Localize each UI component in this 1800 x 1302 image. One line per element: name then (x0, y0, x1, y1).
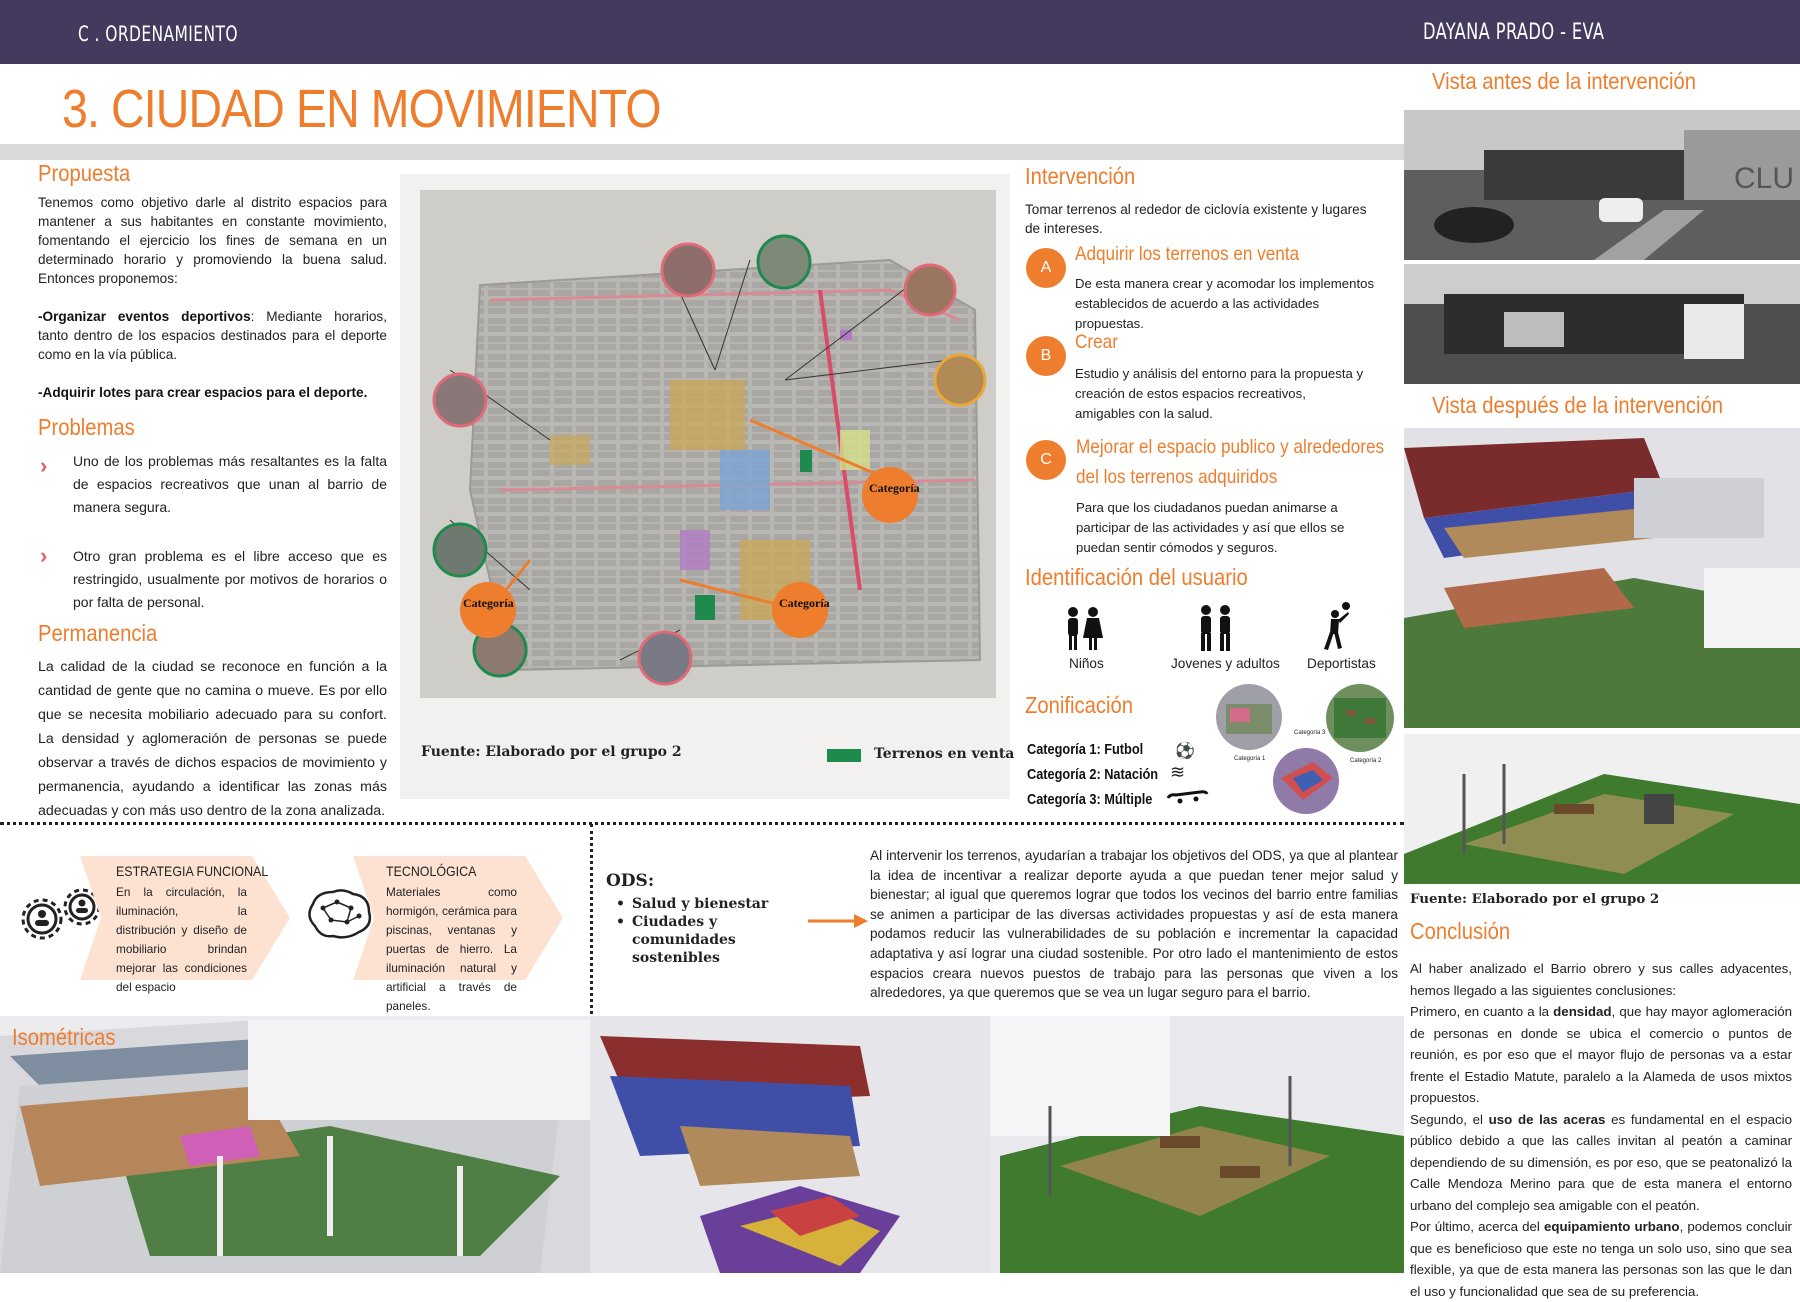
district-map (420, 190, 996, 698)
conclusion-p3 (1410, 1109, 1792, 1217)
ods-item: • Ciudades y comunidades sostenibles (616, 913, 806, 967)
zone-thumbnail (1216, 684, 1282, 750)
zone-thumbnail (1326, 684, 1394, 752)
section-divider (0, 822, 1404, 825)
step-c-title-line2: del los terrenos adquiridos (1076, 466, 1278, 488)
legend-swatch (827, 749, 861, 762)
arrow-right-icon (808, 912, 870, 935)
render-after-park (1404, 734, 1800, 884)
conclusion-p2-text: Primero, en cuanto a la (1410, 1004, 1554, 1019)
water-waves-icon: ≋ (1170, 762, 1184, 782)
intervencion-heading: Intervención (1025, 163, 1136, 189)
user-label: Deportistas (1307, 656, 1376, 671)
conclusion-p1: Al haber analizado el Barrio obrero y sus calles adyacentes, hemos llegado a las siguientes conclusiones: (1410, 961, 1792, 998)
ods-item: • Salud y bienestar (616, 895, 806, 913)
street-photo-before (1404, 110, 1800, 260)
propuesta-heading: Propuesta (38, 160, 131, 186)
legend-label: Terrenos en venta (874, 746, 1015, 762)
chevron-right-icon: › (40, 453, 48, 478)
intervencion-text: Tomar terrenos al rededor de ciclovía existente y lugares de intereses. (1025, 202, 1367, 236)
step-a-text: De esta manera crear y acomodar los implementos establecidos de acuerdo a las actividades propuestas. (1075, 276, 1375, 331)
isometric-renders (0, 1016, 1404, 1273)
render-after-view (1404, 428, 1800, 728)
map-source: Fuente: Elaborado por el grupo 2 (421, 744, 682, 760)
step-c-title (1076, 432, 1384, 492)
category-label: Categoría 2: Natación (1027, 766, 1159, 783)
antes-heading: Vista antes de la intervención (1432, 68, 1697, 94)
strategy-funcional-text: En la circulación, la iluminación, la distribución y diseño de mobiliario brindan mejorar las condiciones del espacio (116, 885, 247, 994)
zone-thumb-label: Categoría 1 (1234, 756, 1266, 762)
skateboard-icon (1166, 788, 1208, 811)
conclusion-p4-text: , podemos concluir que es beneficioso que este no tenga un solo uso, sino que sea flexible, ya que de esta manera las personas son las que le dan el uso y funcionalidad que sea de su preferencia. (1410, 1219, 1792, 1299)
category-label: Categoría 3: Múltiple (1027, 791, 1153, 808)
adults-icon (1196, 604, 1236, 659)
step-c-badge: C (1026, 440, 1066, 480)
propuesta-intro: Tenemos como objetivo darle al distrito espacios para mantener a sus habitantes en constante movimiento, fomentando el ejercicio los fines de semana en un determinado horario y promoviendo la buena salud. Entonces proponemos: (38, 195, 387, 286)
chevron-right-icon: › (40, 543, 48, 568)
propuesta-item1-bold: -Organizar eventos deportivos (38, 309, 251, 324)
conclusion-p2 (1410, 1001, 1792, 1109)
step-c-title-line1: Mejorar el espacio publico y alrededores (1076, 436, 1385, 458)
propuesta-item2-bold: -Adquirir lotes para crear espacios para el deporte. (38, 385, 368, 400)
permanencia-text: La calidad de la ciudad se reconoce en función a la cantidad de gente que no camina o mueve. Es por ello que se necesita mobiliario adecuado para su confort. La densidad y aglomeración de personas se puede observar a través de dichos espacios de movimiento y permanencia, ayudando a identificar las zonas más adecuadas y con más uso dentro de la zona analizada. (38, 659, 387, 819)
athlete-icon (1318, 602, 1354, 657)
ods-text: Al intervenir los terrenos, ayudarían a trabajar los objetivos del ODS, ya que al plantear la idea de incentivar a realizar deporte ayuda a que puedan tener mejor salud y bienestar; al igual que queremos lograr que todos los vecinos del barrio entre familias se animen a participar de las diversas actividades propuestas y así de esta manera podamos reducir las vulnerabilidades de su población e incrementar la capacidad adaptativa y así lograr una ciudad sostenible. Por otro lado el mantenimiento de estos espacios creara nuevos puestos de trabajo para las personas que viven a los alrededores, ya que queremos que se vea un lugar seguro para el barrio. (870, 848, 1398, 1001)
problemas-heading: Problemas (38, 414, 135, 440)
district-map-graphic (420, 190, 996, 698)
problema-item: Otro gran problema es el libre acceso que es restringido, usualmente por motivos de horarios o por falta de personal. (73, 548, 387, 610)
author-label: DAYANA PRADO - EVA (1423, 20, 1605, 45)
title-underline-band (0, 144, 1404, 160)
user-label: Niños (1069, 656, 1104, 671)
step-a-badge: A (1026, 248, 1066, 288)
ods-label: ODS: (606, 871, 655, 891)
children-icon (1058, 604, 1108, 659)
conclusion-p3-text: es fundamental en el espacio público debido a que las calles invitan al peatón a caminar dependiendo de su dimensión, es por eso, que se peatonalizó la Calle Mendoza Merino para que de esta manera el entorno urbano del complejo sea amigable con el peatón. (1410, 1111, 1793, 1213)
strategy-tecnologica-title: TECNOLÓGICA (386, 864, 477, 879)
problema-item: Uno de los problemas más resaltantes es la falta de espacios recreativos que unan al barrio de manera segura. (73, 453, 387, 515)
step-b-text: Estudio y análisis del entorno para la propuesta y creación de estos espacios recreativos, amigables con la salud. (1075, 366, 1364, 421)
user-label: Jovenes y adultos (1171, 656, 1280, 671)
gears-people-icon (20, 885, 106, 950)
despues-heading: Vista después de la intervención (1432, 392, 1724, 418)
category-marker-label: Categoría (779, 596, 830, 610)
zone-thumb-label: Categoría 2 (1350, 758, 1382, 764)
propuesta-item1-text: : Mediante horarios, tanto dentro de los espacios destinados para el deporte como en la vía pública. (38, 309, 388, 362)
isometricas-heading: Isométricas (12, 1024, 116, 1050)
section-divider-vertical (590, 824, 593, 1014)
render-source: Fuente: Elaborado por el grupo 2 (1410, 891, 1660, 907)
top-bar (0, 0, 1800, 64)
strategy-tecnologica-text: Materiales como hormigón, cerámica para piscinas, ventanas y puertas de hierro. La iluminación natural y artificial a través de paneles. (386, 885, 517, 1013)
page-title: 3. CIUDAD EN MOVIMIENTO (62, 79, 661, 139)
conclusion-p2-bold: densidad (1553, 1004, 1612, 1019)
zone-thumbnail (1273, 748, 1339, 814)
brain-network-icon (303, 886, 375, 949)
conclusion-text (1410, 958, 1792, 1302)
step-a-title: Adquirir los terrenos en venta (1075, 243, 1300, 265)
category-marker-label: Categoría (869, 481, 920, 495)
soccer-ball-icon: ⚽ (1175, 743, 1195, 760)
conclusion-p3-bold: uso de las aceras (1488, 1111, 1606, 1127)
zone-thumb-label: Categoría 3 (1294, 730, 1326, 736)
ods-list (616, 895, 806, 967)
category-marker-label: Categoría (463, 596, 514, 610)
conclusion-p4-bold: equipamiento urbano (1543, 1219, 1680, 1234)
conclusion-p2-text: , que hay mayor aglomeración de personas en donde se ubica el comercio o puntos de reunión, es por eso que el mayor flujo de personas va a estar frente el Estadio Matute, paralelo a la Alameda de usos mixtos propuestos. (1410, 1004, 1793, 1105)
step-c-text: Para que los ciudadanos puedan animarse a participar de las actividades y así que ellos se puedan sentir cómodos y seguros. (1076, 500, 1345, 555)
street-photo-before (1404, 264, 1800, 384)
permanencia-heading: Permanencia (38, 620, 158, 646)
category-label: Categoría 1: Futbol (1027, 741, 1144, 758)
section-label: C . ORDENAMIENTO (78, 22, 238, 46)
propuesta-text (38, 193, 387, 402)
step-b-title: Crear (1075, 331, 1118, 353)
strategy-funcional-title: ESTRATEGIA FUNCIONAL (116, 864, 269, 879)
conclusion-heading: Conclusión (1410, 918, 1511, 944)
conclusion-p3-text: Segundo, el (1410, 1111, 1489, 1127)
step-b-badge: B (1026, 336, 1066, 376)
conclusion-p4-text: Por último, acerca del (1410, 1219, 1544, 1234)
conclusion-p4 (1410, 1216, 1792, 1302)
svg-text:CLU: CLU (1734, 162, 1795, 195)
zonificacion-heading: Zonificación (1025, 692, 1134, 718)
usuario-heading: Identificación del usuario (1025, 564, 1248, 590)
